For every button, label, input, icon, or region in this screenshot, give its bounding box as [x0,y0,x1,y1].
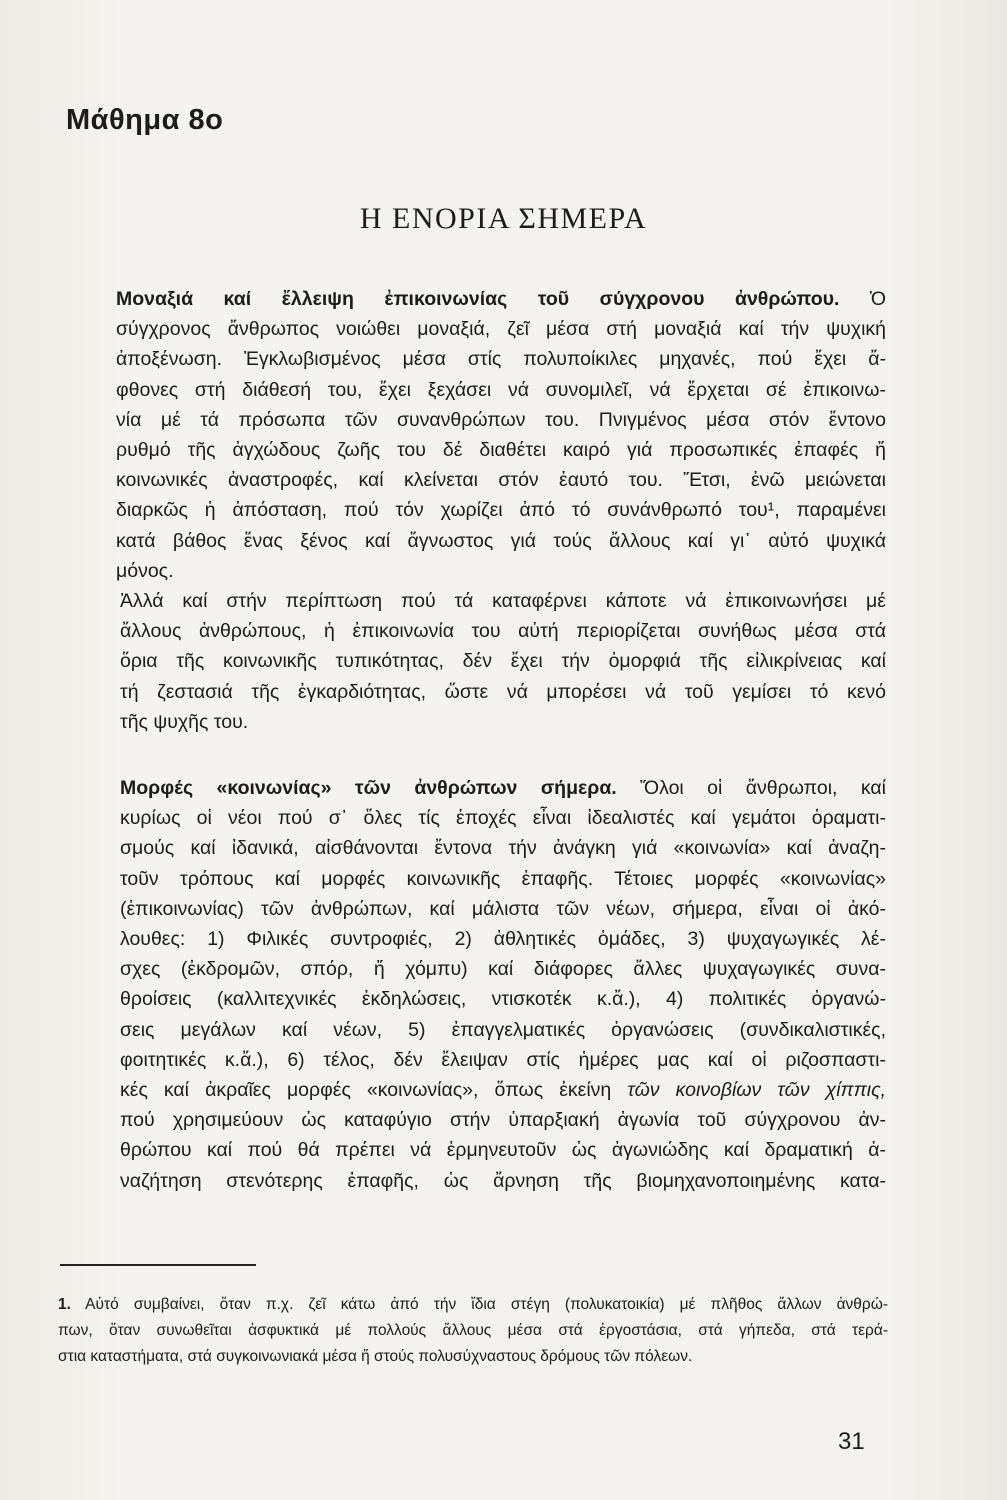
text-line: τῆς ψυχῆς του. [120,710,249,733]
lesson-label: Μάθημα 8ο [66,104,224,136]
section-heading-2: Μορφές «κοινωνίας» τῶν ἀνθρώπων σήμερα. [120,777,617,800]
text-line: πού χρησιμεύουν ὡς καταφύγιο στήν ὑπαρξιακή ἀγωνία τοῦ σύγχρονου ἀν- [120,1109,886,1132]
paragraph-3 [116,773,886,1196]
text-line: σμούς καί ἰδανικά, αἰσθάνονται ἔντονα τήν ἀνάγκη γιά «κοινωνία» καί ἀναζη- [120,837,886,860]
page-number: 31 [838,1428,865,1455]
body-text [116,284,886,1196]
text-line: νία μέ τά πρόσωπα τῶν συνανθρώπων του. Πνιγμένος μέσα στόν ἔντονο [116,408,886,431]
text-line: κατά βάθος ἕνας ξένος καί ἄγνωστος γιά τούς ἄλλους καί γι᾿ αὐτό ψυχικά [116,529,886,552]
text-line: σύγχρονος ἄνθρωπος νοιώθει μοναξιά, ζεῖ μέσα στή μοναξιά καί τήν ψυχική [116,318,886,341]
italic-phrase: τῶν κοινοβίων τῶν χίππις, [627,1079,886,1102]
footnote-line: στια καταστήματα, στά συγκοινωνιακά μέσα ἤ στούς πολυσύχναστους δρόμους τῶν πόλεων. [58,1348,693,1365]
text-line: διαρκῶς ἡ ἀπόσταση, πού τόν χωρίζει ἀπό τό συνάνθρωπό του¹, παραμένει [116,499,886,522]
text-line: φθονες στή διάθεσή του, ἔχει ξεχάσει νά συνομιλεῖ, νά ἔρχεται σέ ἐπικοινω- [116,378,886,401]
footnote-line: πων, ὅταν συνωθεῖται ἀσφυκτικά μέ πολλούς ἄλλους μέσα στά ἐργοστάσια, στά γήπεδα, στά τερά- [58,1322,888,1339]
text-line: θρώπου καί πού θά πρέπει νά ἑρμηνευτοῦν ὡς ἀγωνιώδης καί δραματική ἀ- [120,1139,886,1162]
text-line: κές καί ἀκραῖες μορφές «κοινωνίας», ὅπως ἐκείνη τῶν κοινοβίων τῶν χίππις, [120,1079,886,1102]
text-line: σεις μεγάλων καί νέων, 5) ἐπαγγελματικές ὀργανώσεις (συνδικαλιστικές, [120,1018,886,1041]
text-line: κοινωνικές ἀναστροφές, καί κλείνεται στόν ἑαυτό του. Ἔτσι, ἐνῶ μειώνεται [116,469,886,492]
paragraph-1 [116,284,886,586]
page-title: Η ΕΝΟΡΙΑ ΣΗΜΕΡΑ [359,202,648,235]
text-line: φοιτητικές κ.ἄ.), 6) τέλος, δέν ἔλειψαν στίς ἡμέρες μας καί οἱ ριζοσπαστι- [120,1048,886,1071]
paragraph-2 [116,586,886,737]
text-line: λουθες: 1) Φιλικές συντροφιές, 2) ἀθλητικές ὁμάδες, 3) ψυχαγωγικές λέ- [120,928,886,951]
text-line: (ἐπικοινωνίας) τῶν ἀνθρώπων, καί μάλιστα τῶν νέων, σήμερα, εἶναι οἱ ἀκό- [120,897,886,920]
text-line: ὅρια τῆς κοινωνικῆς τυπικότητας, δέν ἔχει τήν ὀμορφιά τῆς εἰλικρίνειας καί [120,650,886,673]
footnote-marker: 1. [58,1296,71,1313]
footnote [58,1292,888,1370]
text-line: θροίσεις (καλλιτεχνικές ἐκδηλώσεις, ντισκοτέκ κ.ἄ.), 4) πολιτικές ὀργανώ- [120,988,886,1011]
footnote-line: 1. Αὐτό συμβαίνει, ὅταν π.χ. ζεῖ κάτω ἀπό τήν ἴδια στέγη (πολυκατοικία) μέ πλῆθος ἄλλων ἀνθρώ- [58,1296,888,1313]
text-line: τοῦν τρόπους καί μορφές κοινωνικῆς ἐπαφῆς. Τέτοιες μορφές «κοινωνίας» [120,867,886,890]
text-line: Ἀλλά καί στήν περίπτωση πού τά καταφέρνει κάποτε νά ἐπικοινωνήσει μέ [120,590,886,613]
text-line: Μοναξιά καί ἔλλειψη ἐπικοινωνίας τοῦ σύγχρονου ἀνθρώπου. Ὁ [116,288,886,310]
text-line: ρυθμό τῆς ἀγχώδους ζωῆς του δέ διαθέτει καιρό γιά προσωπικές ἐπαφές ἤ [116,439,886,462]
text-line: σχες (ἐκδρομῶν, σπόρ, ἤ χόμπυ) καί διάφορες ἄλλες ψυχαγωγικές συνα- [120,958,886,981]
text-line: τή ζεστασιά τῆς ἐγκαρδιότητας, ὥστε νά μπορέσει νά τοῦ γεμίσει τό κενό [120,680,886,703]
text-line: Μορφές «κοινωνίας» τῶν ἀνθρώπων σήμερα. Ὅλοι οἱ ἄνθρωποι, καί [120,777,886,800]
text-line: ναζήτηση στενότερης ἐπαφῆς, ὡς ἄρνηση τῆς βιομηχανοποιημένης κατα- [120,1169,886,1192]
text-line: κυρίως οἱ νέοι πού σ᾿ ὅλες τίς ἐποχές εἶναι ἰδεαλιστές καί γεμάτοι ὁραματι- [120,807,886,830]
section-heading-1: Μοναξιά καί ἔλλειψη ἐπικοινωνίας τοῦ σύγχρονου ἀνθρώπου. [116,288,840,310]
text-line: ἀποξένωση. Ἐγκλωβισμένος μέσα στίς πολυποίκιλες μηχανές, πού ἔχει ἄ- [116,348,886,371]
text-line: μόνος. [116,559,174,582]
text-line: ἄλλους ἀνθρώπους, ἡ ἐπικοινωνία του αὐτή περιορίζεται συνήθως μέσα στά [120,620,886,643]
footnote-divider [60,1264,256,1266]
